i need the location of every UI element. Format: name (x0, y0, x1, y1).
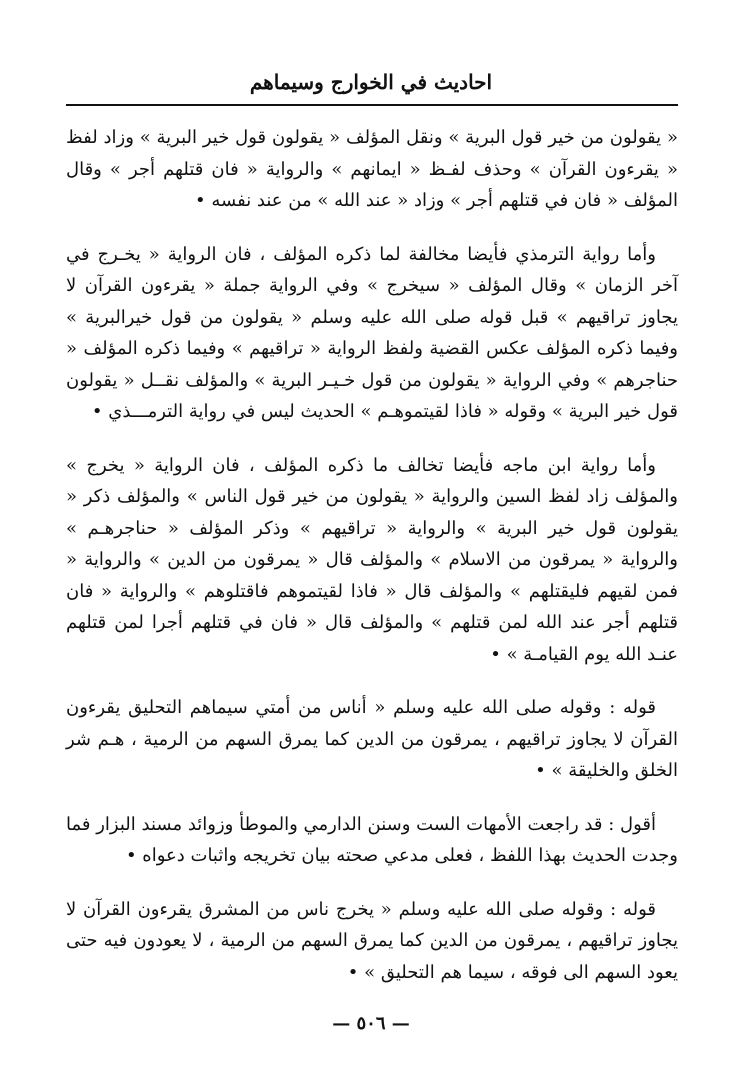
paragraph-tirmidhi-narration: وأما رواية الترمذي فأيضا مخالفة لما ذكره المؤلف ، فان الرواية « يخـرج في آخر الزمان » وقال المؤلف « سيخرج » وفي الرواية جملة « يقرءون القرآن لا يجاوز تراقيهم » قبل قوله صلى الله عليه وسلم « يقولون من قول خيرالبرية » وفيما ذكره المؤلف عكس القضية ولفظ الرواية « تراقيهم » وفيما ذكره المؤلف « حناجرهم » وفي الرواية « يقولون من قول خـيـر البرية » والمؤلف نقــل « يقولون قول خير البرية » وقوله « فاذا لقيتموهـم » الحديث ليس في رواية الترمـــذي • (66, 243, 678, 422)
page-body (66, 122, 678, 1010)
running-header-title: احاديث في الخوارج وسيماهم (249, 70, 493, 94)
paragraph-quote-mashriq: قوله : وقوله صلى الله عليه وسلم « يخرج ناس من المشرق يقرءون القرآن لا يجاوز تراقيهم ، يمرقون من الدين كما يمرق السهم من الرمية ، لا يعودون فيه حتى يعود السهم الى فوقه ، سيما هم التحليق » • (66, 898, 678, 983)
paragraph-ibn-majah-narration: وأما رواية ابن ماجه فأيضا تخالف ما ذكره المؤلف ، فان الرواية « يخرج » والمؤلف زاد لفظ السين والرواية « يقولون من خير قول الناس » والمؤلف ذكر « يقولون قول خير البرية » والرواية « تراقيهم » وذكر المؤلف « حناجرهـم » والرواية « يمرقون من الاسلام » والمؤلف قال « يمرقون من الدين » والرواية « فمن لقيهم فليقتلهم » والمؤلف قال « فاذا لقيتموهم فاقتلوهم » والرواية « فان قتلهم أجر عند الله لمن قتلهم » والمؤلف قال « فان في قتلهم أجرا لمن قتلهم عنـد الله يوم القيامـة » • (66, 454, 678, 665)
header-rule (66, 104, 678, 106)
page-number: — ٥٠٦ — (332, 1013, 410, 1034)
paragraph-quote-tahliq: قوله : وقوله صلى الله عليه وسلم « أناس من أمتي سيماهم التحليق يقرءون القرآن لا يجاوز تراقيهم ، يمرقون من الدين كما يمرق السهم من الرمية ، هـم شر الخلق والخليقة » • (66, 697, 679, 781)
paragraph-narration-comparison: « يقولون من خير قول البرية » ونقل المؤلف « يقولون قول خير البرية » وزاد لفظ « يقرءون القرآن » وحذف لفـظ « ايمانهم » والرواية « فان قتلهم أجر » وقال المؤلف « فان في قتلهم أجر » وزاد « عند الله » من عند نفسه • (66, 127, 678, 211)
paragraph-author-reply: أقول : قد راجعت الأمهات الست وسنن الدارمي والموطأ وزوائد مسند البزار فما وجدت الحديث بهذا اللفظ ، فعلى مدعي صحته بيان تخريجه واثبات دعواه • (66, 813, 678, 866)
